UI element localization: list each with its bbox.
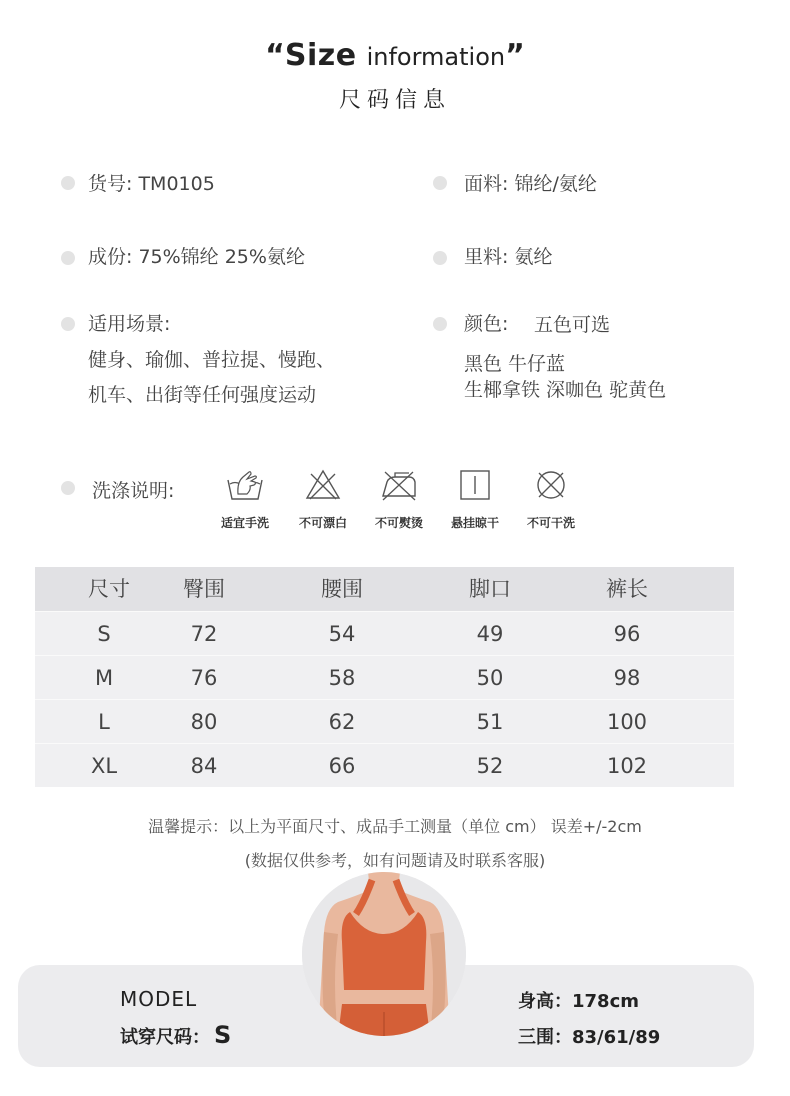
bullet-dot xyxy=(61,317,75,331)
care-item-no-iron xyxy=(359,468,439,531)
spec-color-value: 五色可选 xyxy=(534,314,611,336)
model-photo xyxy=(302,872,466,1036)
title-chinese: 尺码信息 xyxy=(338,88,451,113)
spec-scenes-line2: 机车、出街等任何强度运动 xyxy=(88,384,317,406)
spec-colors-line1: 黑色 牛仔蓝 xyxy=(464,353,566,375)
spec-color-label: 颜色: xyxy=(464,313,509,335)
care-text: 不可熨烫 xyxy=(374,516,423,530)
no-bleach-icon xyxy=(303,468,343,502)
open-quote: “ xyxy=(265,38,285,73)
cell-length: 96 xyxy=(613,622,641,646)
bullet-dot xyxy=(433,176,447,190)
cell-length: 100 xyxy=(606,710,648,734)
title-english xyxy=(0,38,790,73)
cell-size: S xyxy=(97,622,111,646)
size-table xyxy=(35,567,734,787)
spec-scenes-line1: 健身、瑜伽、普拉提、慢跑、 xyxy=(88,349,336,371)
care-text: 悬挂晾干 xyxy=(450,516,499,530)
spec-lining: 里料: 氨纶 xyxy=(464,246,553,268)
title-size: Size xyxy=(284,38,357,73)
header-length: 裤长 xyxy=(606,577,648,601)
spec-scenes-label: 适用场景: xyxy=(88,313,171,335)
bullet-dot xyxy=(61,251,75,265)
care-text: 不可漂白 xyxy=(298,516,347,530)
cell-waist: 62 xyxy=(328,710,356,734)
cell-waist: 58 xyxy=(328,666,356,690)
cell-length: 102 xyxy=(606,754,648,778)
cell-hip: 76 xyxy=(190,666,218,690)
page-header xyxy=(0,38,790,114)
spec-item-no: 货号: TM0105 xyxy=(88,173,215,195)
cell-hem: 51 xyxy=(476,710,504,734)
care-item-no-dry-clean xyxy=(511,468,591,531)
model-height: 身高：178cm xyxy=(518,991,639,1012)
cell-size: XL xyxy=(90,754,118,778)
model-label: MODEL xyxy=(120,987,198,1011)
header-hip: 臀围 xyxy=(183,577,225,601)
spec-composition: 成份: 75%锦纶 25%氨纶 xyxy=(88,246,305,268)
cell-waist: 66 xyxy=(328,754,356,778)
bullet-dot xyxy=(433,251,447,265)
model-measurements: 三围：83/61/89 xyxy=(518,1027,661,1048)
bullet-dot xyxy=(61,176,75,190)
care-item-hang-dry xyxy=(435,468,515,531)
cell-length: 98 xyxy=(613,666,641,690)
cell-hip: 80 xyxy=(190,710,218,734)
reference-note: (数据仅供参考，如有问题请及时联系客服) xyxy=(244,851,546,870)
cell-hip: 84 xyxy=(190,754,218,778)
trial-size xyxy=(120,1021,231,1049)
care-text: 适宜手洗 xyxy=(220,516,269,530)
header-waist: 腰围 xyxy=(321,577,363,601)
table-header xyxy=(35,567,734,611)
care-label: 洗涤说明: xyxy=(92,480,175,502)
no-dry-clean-icon xyxy=(531,468,571,502)
measurement-note: 温馨提示：以上为平面尺寸、成品手工测量（单位 cm） 误差+/-2cm xyxy=(148,817,642,836)
care-item-no-bleach xyxy=(283,468,363,531)
spec-colors-line2: 生椰拿铁 深咖色 驼黄色 xyxy=(464,379,667,401)
cell-size: M xyxy=(94,666,114,690)
table-row xyxy=(35,743,734,787)
bullet-dot xyxy=(433,317,447,331)
care-text: 不可干洗 xyxy=(526,516,575,530)
hang-dry-icon xyxy=(455,468,495,502)
cell-hem: 50 xyxy=(476,666,504,690)
table-row xyxy=(35,611,734,655)
table-row xyxy=(35,655,734,699)
trial-size-label: 试穿尺码： xyxy=(120,1027,210,1048)
title-information: information xyxy=(366,43,506,71)
cell-size: L xyxy=(98,710,110,734)
header-size: 尺寸 xyxy=(88,577,130,601)
bullet-dot xyxy=(61,481,75,495)
no-iron-icon xyxy=(379,468,419,502)
cell-hem: 52 xyxy=(476,754,504,778)
cell-hem: 49 xyxy=(476,622,504,646)
model-illustration xyxy=(302,872,466,1036)
header-hem: 脚口 xyxy=(469,577,511,601)
hand-wash-icon xyxy=(225,468,265,502)
cell-hip: 72 xyxy=(190,622,218,646)
cell-waist: 54 xyxy=(328,622,356,646)
close-quote: ” xyxy=(505,38,525,73)
table-row xyxy=(35,699,734,743)
trial-size-value: S xyxy=(214,1021,232,1049)
care-item-hand-wash xyxy=(205,468,285,531)
spec-fabric: 面料: 锦纶/氨纶 xyxy=(464,173,597,195)
